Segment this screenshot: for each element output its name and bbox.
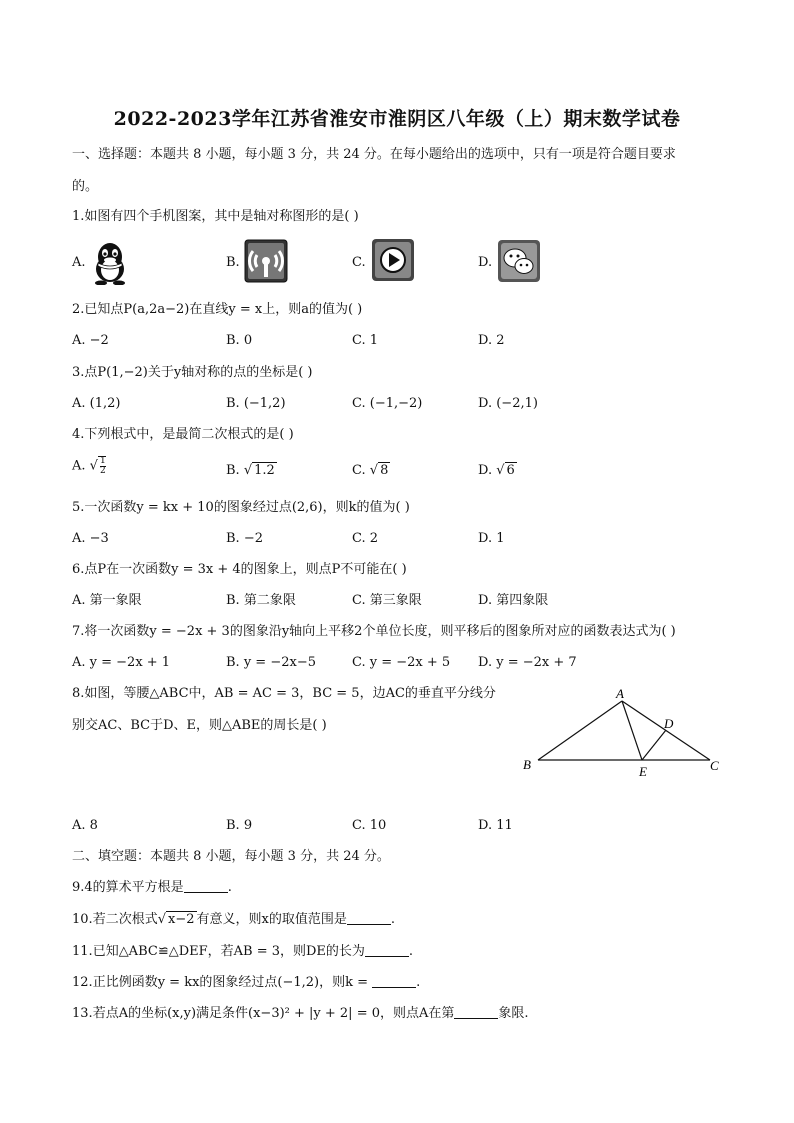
play-button-icon	[371, 238, 415, 282]
label-e: E	[639, 764, 647, 779]
question-7	[72, 623, 676, 641]
option-c: C. 2	[352, 531, 379, 546]
question-text: 如图，等腰△ABC中，AB = AC = 3，BC = 5，边AC的垂直平分线分	[84, 686, 496, 701]
question-text: 已知点P(a,2a−2)在直线y = x上，则a的值为( )	[84, 302, 363, 317]
question-2	[72, 301, 362, 319]
option-a: A. −3	[72, 531, 109, 546]
radicand: x−2	[168, 912, 195, 927]
question-number: 8.	[72, 686, 85, 701]
option-b-label: B.	[226, 255, 240, 270]
question-11: 11.已知△ABC≌△DEF，若AB = 3，则DE的长为 .	[72, 944, 414, 959]
question-number: 1.	[72, 209, 85, 224]
option-a-label: A.	[72, 255, 86, 270]
option-a: A. 8	[72, 818, 98, 833]
question-10: 10.若二次根式√ x−2 有意义，则x的取值范围是 .	[72, 912, 395, 927]
option-c-label: C.	[352, 255, 366, 270]
radicand: 8	[380, 463, 389, 478]
question-text: 点P(1,−2)关于y轴对称的点的坐标是( )	[84, 365, 313, 380]
sqrt-symbol: √	[89, 458, 98, 474]
answer-blank[interactable]	[454, 1006, 498, 1019]
option-a: A. √ $\frac{1}{2}$	[72, 456, 106, 476]
option-b: B. 0	[226, 333, 253, 348]
section1-heading: 一、选择题：本题共 8 小题，每小题 3 分，共 24 分。在每小题给出的选项中，只有一项是符合题目要求	[72, 147, 676, 162]
option-c: C. 第三象限	[352, 593, 422, 608]
label-a: A	[616, 686, 624, 701]
option-d: D. 2	[478, 333, 505, 348]
wifi-signal-icon	[244, 239, 288, 283]
question-3	[72, 364, 312, 382]
option-b: B. √ 1.2	[226, 463, 275, 478]
question-text: 将一次函数y = −2x + 3的图象沿y轴向上平移2个单位长度，则平移后的图象所对应的函数表达式为( )	[84, 624, 676, 639]
section1-heading-cont: 的。	[72, 179, 99, 194]
option-d: D. √ 6	[478, 463, 515, 478]
question-4	[72, 426, 294, 444]
answer-blank[interactable]	[347, 912, 391, 925]
option-b: B. 9	[226, 818, 253, 833]
page-title: 2022-2023学年江苏省淮安市淮阴区八年级（上）期末数学试卷	[113, 108, 681, 130]
qq-penguin-icon	[88, 239, 132, 283]
option-d: D. (−2,1)	[478, 396, 538, 411]
option-c: C. √ 8	[352, 463, 389, 478]
question-text: 如图有四个手机图案，其中是轴对称图形的是( )	[84, 209, 359, 224]
option-d: D. 第四象限	[478, 593, 549, 608]
answer-blank[interactable]	[365, 944, 409, 957]
label-d: D	[664, 716, 674, 731]
wechat-icon	[497, 239, 541, 283]
label-b: B	[523, 757, 531, 772]
option-b: B. (−1,2)	[226, 396, 286, 411]
answer-blank[interactable]	[184, 880, 228, 893]
question-number: 7.	[72, 624, 85, 639]
question-6	[72, 561, 407, 579]
option-c: C. y = −2x + 5	[352, 655, 451, 670]
option-d: D. 11	[478, 818, 513, 833]
question-number: 4.	[72, 427, 85, 442]
option-b: B. −2	[226, 531, 263, 546]
fraction: $\frac{1}{2}$	[99, 456, 106, 476]
option-c: C. 1	[352, 333, 379, 348]
question-number: 2.	[72, 302, 85, 317]
question-9: 9.4的算术平方根是 .	[72, 880, 232, 895]
question-text: 一次函数y = kx + 10的图象经过点(2,6)，则k的值为( )	[84, 500, 410, 515]
option-a: A. (1,2)	[72, 396, 121, 411]
question-13: 13.若点A的坐标(x,y)满足条件(x−3)² + |y + 2| = 0，则点A在第 象限.	[72, 1006, 529, 1021]
answer-blank[interactable]	[372, 975, 416, 988]
option-a: A. −2	[72, 333, 109, 348]
option-a: A. y = −2x + 1	[72, 655, 171, 670]
option-d-label: D.	[478, 255, 493, 270]
option-b: B. 第二象限	[226, 593, 296, 608]
question-number: 3.	[72, 365, 85, 380]
question-text: 下列根式中，是最简二次根式的是( )	[84, 427, 294, 442]
option-a: A. 第一象限	[72, 593, 142, 608]
question-number: 6.	[72, 562, 85, 577]
question-8	[72, 685, 496, 703]
question-number: 5.	[72, 500, 85, 515]
option-d: D. 1	[478, 531, 505, 546]
label-c: C	[710, 758, 719, 773]
question-12: 12.正比例函数y = kx的图象经过点(−1,2)，则k = .	[72, 975, 421, 990]
section2-heading: 二、填空题：本题共 8 小题，每小题 3 分，共 24 分。	[72, 849, 390, 864]
question-text: 点P在一次函数y = 3x + 4的图象上，则点P不可能在( )	[84, 562, 407, 577]
option-d: D. y = −2x + 7	[478, 655, 577, 670]
question-5	[72, 499, 410, 517]
option-c: C. (−1,−2)	[352, 396, 423, 411]
question-1	[72, 208, 359, 226]
question-8-cont: 别交AC、BC于D、E，则△ABE的周长是( )	[72, 718, 327, 733]
triangle-figure	[518, 684, 728, 784]
radicand: 6	[506, 463, 515, 478]
option-b: B. y = −2x−5	[226, 655, 316, 670]
radicand: 1.2	[254, 463, 275, 478]
option-c: C. 10	[352, 818, 387, 833]
